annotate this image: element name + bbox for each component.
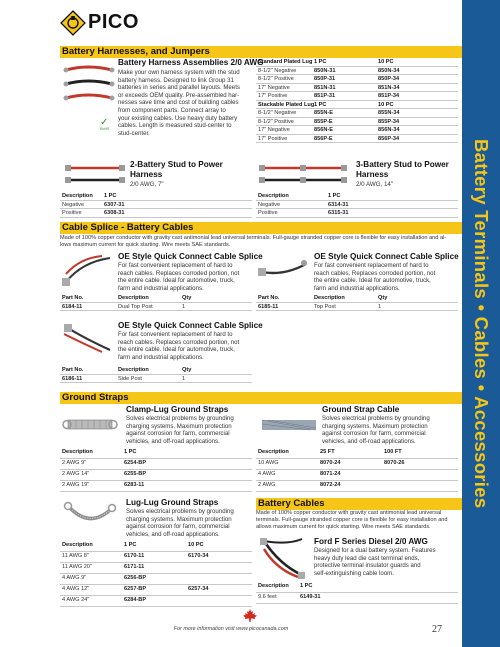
lug-table — [60, 541, 252, 607]
splice1-desc: For fast convenient replacement of hard to reach cables. Replaces corroded portion, not the entire cable. Ideal for automotive, truck, farm and industrial applications. — [118, 262, 240, 292]
logo-badge-icon — [60, 10, 86, 36]
stud3-table — [256, 192, 458, 218]
table-row: Negative 6307-31 — [60, 201, 252, 210]
splice1-product-image — [62, 252, 114, 288]
splice1-title: OE Style Quick Connect Cable Splice — [118, 252, 263, 261]
table-header: Description 1 PC 10 PC — [60, 541, 252, 552]
rohs-badge: ✓ RoHS — [100, 117, 110, 131]
table-row: Positive 6308-31 — [60, 209, 252, 218]
footer-text: For more information visit www.picocanada.com — [173, 626, 289, 632]
ford-cable-image — [258, 535, 308, 581]
splice1-table — [60, 294, 252, 311]
stud2-subtitle: 2/0 AWG, 7" — [130, 181, 164, 188]
check-icon: ✓ — [100, 117, 109, 128]
table-row: 17" Negative 851N-31 851N-34 — [256, 84, 458, 93]
table-row: 4 AWG 9" 6256-BP — [60, 574, 252, 585]
clamp-table — [60, 448, 252, 492]
table-header: Standard Plated Lug 1 PC 10 PC — [256, 58, 458, 67]
stud3-product-image — [258, 160, 348, 188]
table-row: 8-1/2" Positive 850P-31 850P-34 — [256, 75, 458, 84]
table-row: 17" Positive 851P-31 851P-34 — [256, 92, 458, 101]
ford-title: Ford F Series Diesel 2/0 AWG — [314, 537, 428, 546]
section-splice: Cable Splice - Battery Cables — [60, 222, 462, 234]
stud2-table — [60, 192, 252, 218]
table-header: Description 25 FT 100 FT — [256, 448, 458, 459]
table-row: 11 AWG 20" 6171-11 — [60, 563, 252, 574]
table-row: 2 AWG 8072-24 — [256, 481, 458, 492]
stud3-title: 3-Battery Stud to Power Harness — [356, 160, 449, 179]
ford-desc: Designed for a dual battery system. Features heavy duty lead die cast terminal ends, protective terminal insulator guards and self-extinguishing cable loom. — [314, 547, 436, 577]
lug-desc: Solves electrical problems by grounding charging systems. Maximum protection against corrosion for farm, commercial vehicles, and off-road applications. — [126, 508, 234, 538]
clamp-strap-image — [62, 408, 118, 444]
table-header: Description 1 PC — [60, 192, 252, 201]
sidebar-title: Battery Terminals • Cables • Accessories — [471, 138, 492, 509]
section-battery-cables: Battery Cables — [256, 498, 462, 510]
splice2-table — [256, 294, 458, 311]
splice-note: Made of 100% copper conductor with gravity cast antimonial lead universal terminals. Full-gauge stranded copper core is flexible for easy installation and al- lows maximum current for quick starting. Wire meets SAE standards. — [60, 235, 447, 248]
lug-title: Lug-Lug Ground Straps — [126, 498, 219, 507]
gcable-desc: Solves electrical problems by grounding charging systems. Maximum protection against corrosion for farm, commercial vehicles, and off-road applications. — [322, 415, 430, 445]
pico-logo: PICO — [60, 10, 170, 36]
table-header: Description 1 PC — [256, 582, 458, 593]
splice3-table — [60, 366, 252, 383]
stud3-subtitle: 2/0 AWG, 14" — [356, 181, 394, 188]
table-header: Part No. Description Qty — [60, 294, 252, 303]
splice3-title: OE Style Quick Connect Cable Splice — [118, 321, 263, 330]
splice2-desc: For fast convenient replacement of hard to reach cables. Replaces corroded portion, not the entire cable. Ideal for automotive, truck, farm and industrial applications. — [314, 262, 436, 292]
splice2-title: OE Style Quick Connect Cable Splice — [314, 252, 459, 261]
table-row: 17" Negative 856N-E 856N-34 — [256, 126, 458, 135]
table-header: Part No. Description Qty — [60, 366, 252, 375]
table-row: 8-1/2" Negative 855N-E 855N-34 — [256, 109, 458, 118]
table-row: 4 AWG 12" 6257-BP 6257-34 — [60, 585, 252, 596]
clamp-title: Clamp-Lug Ground Straps — [126, 405, 229, 414]
harness-assemblies-desc: Make your own harness system with the stud battery harness. Designed to link Group 31 batteries in series and parallel layouts. Meets or exceeds OEM quality. Pre-assembled har- nesses save time and cost of building cables from component parts. Connect array to your existing cables. Use heavy duty battery cables. Length is measured stud-center to stud-center. — [118, 69, 240, 137]
table-row: 2 AWG 19" 6283-11 — [60, 481, 252, 492]
table-row: 9.6 feet 6149-31 — [256, 593, 458, 604]
harness-product-image — [60, 60, 118, 122]
stud2-title: 2-Battery Stud to Power Harness — [130, 160, 223, 179]
table-row: Positive 6315-31 — [256, 209, 458, 218]
page-number: 27 — [432, 624, 442, 635]
ford-table — [256, 582, 458, 604]
table-row: 6184-11 Dual Top Post 1 — [60, 303, 252, 312]
table-row: 8-1/2" Positive 855P-E 855P-34 — [256, 118, 458, 127]
battery-cables-note: Made of 100% copper conductor with gravity cast antimonial lead universal terminals. Full-gauge stranded copper core is flexible for easy installation and allows maximum current for quick starting. Wire meets SAE standards. — [256, 510, 448, 530]
table-header: Description 1 PC — [256, 192, 458, 201]
table-row: 6185-11 Top Post 1 — [256, 303, 458, 312]
table-row: 4 AWG 24" 6284-BP — [60, 596, 252, 607]
table-row: 2 AWG 14" 6255-BP — [60, 470, 252, 481]
section-ground: Ground Straps — [60, 392, 462, 404]
table-header: Description 1 PC — [60, 448, 252, 459]
lug-table — [256, 58, 458, 143]
ground-cable-image — [260, 410, 318, 440]
gcable-table — [256, 448, 458, 492]
table-row: 6186-11 Side Post 1 — [60, 375, 252, 384]
section-harnesses: Battery Harnesses, and Jumpers — [60, 46, 462, 58]
table-row: 10 AWG 8070-24 8070-26 — [256, 459, 458, 470]
stud2-product-image — [64, 160, 126, 190]
splice3-desc: For fast convenient replacement of hard to reach cables. Replaces corroded portion, not the entire cable. Ideal for automotive, truck, farm and industrial applications. — [118, 331, 240, 361]
maple-leaf-icon — [242, 608, 258, 623]
lug-strap-image — [62, 500, 118, 534]
table-row: 8-1/2" Negative 850N-31 850N-34 — [256, 67, 458, 76]
clamp-desc: Solves electrical problems by grounding charging systems. Maximum protection against corrosion for farm, commercial vehicles, and off-road applications. — [126, 415, 234, 445]
splice2-product-image — [258, 252, 310, 288]
table-row: 11 AWG 8" 6170-11 6170-34 — [60, 552, 252, 563]
table-row: 17" Positive 856P-E 856P-34 — [256, 135, 458, 144]
harness-assemblies-title: Battery Harness Assemblies 2/0 AWG — [118, 58, 264, 67]
splice3-product-image — [62, 320, 114, 356]
table-header: Stackable Plated Lug 1 PC 10 PC — [256, 101, 458, 110]
table-row: 2 AWG 9" 6254-BP — [60, 459, 252, 470]
gcable-title: Ground Strap Cable — [322, 405, 400, 414]
table-row: 4 AWG 8071-24 — [256, 470, 458, 481]
table-header: Part No. Description Qty — [256, 294, 458, 303]
table-row: Negative 6314-31 — [256, 201, 458, 210]
